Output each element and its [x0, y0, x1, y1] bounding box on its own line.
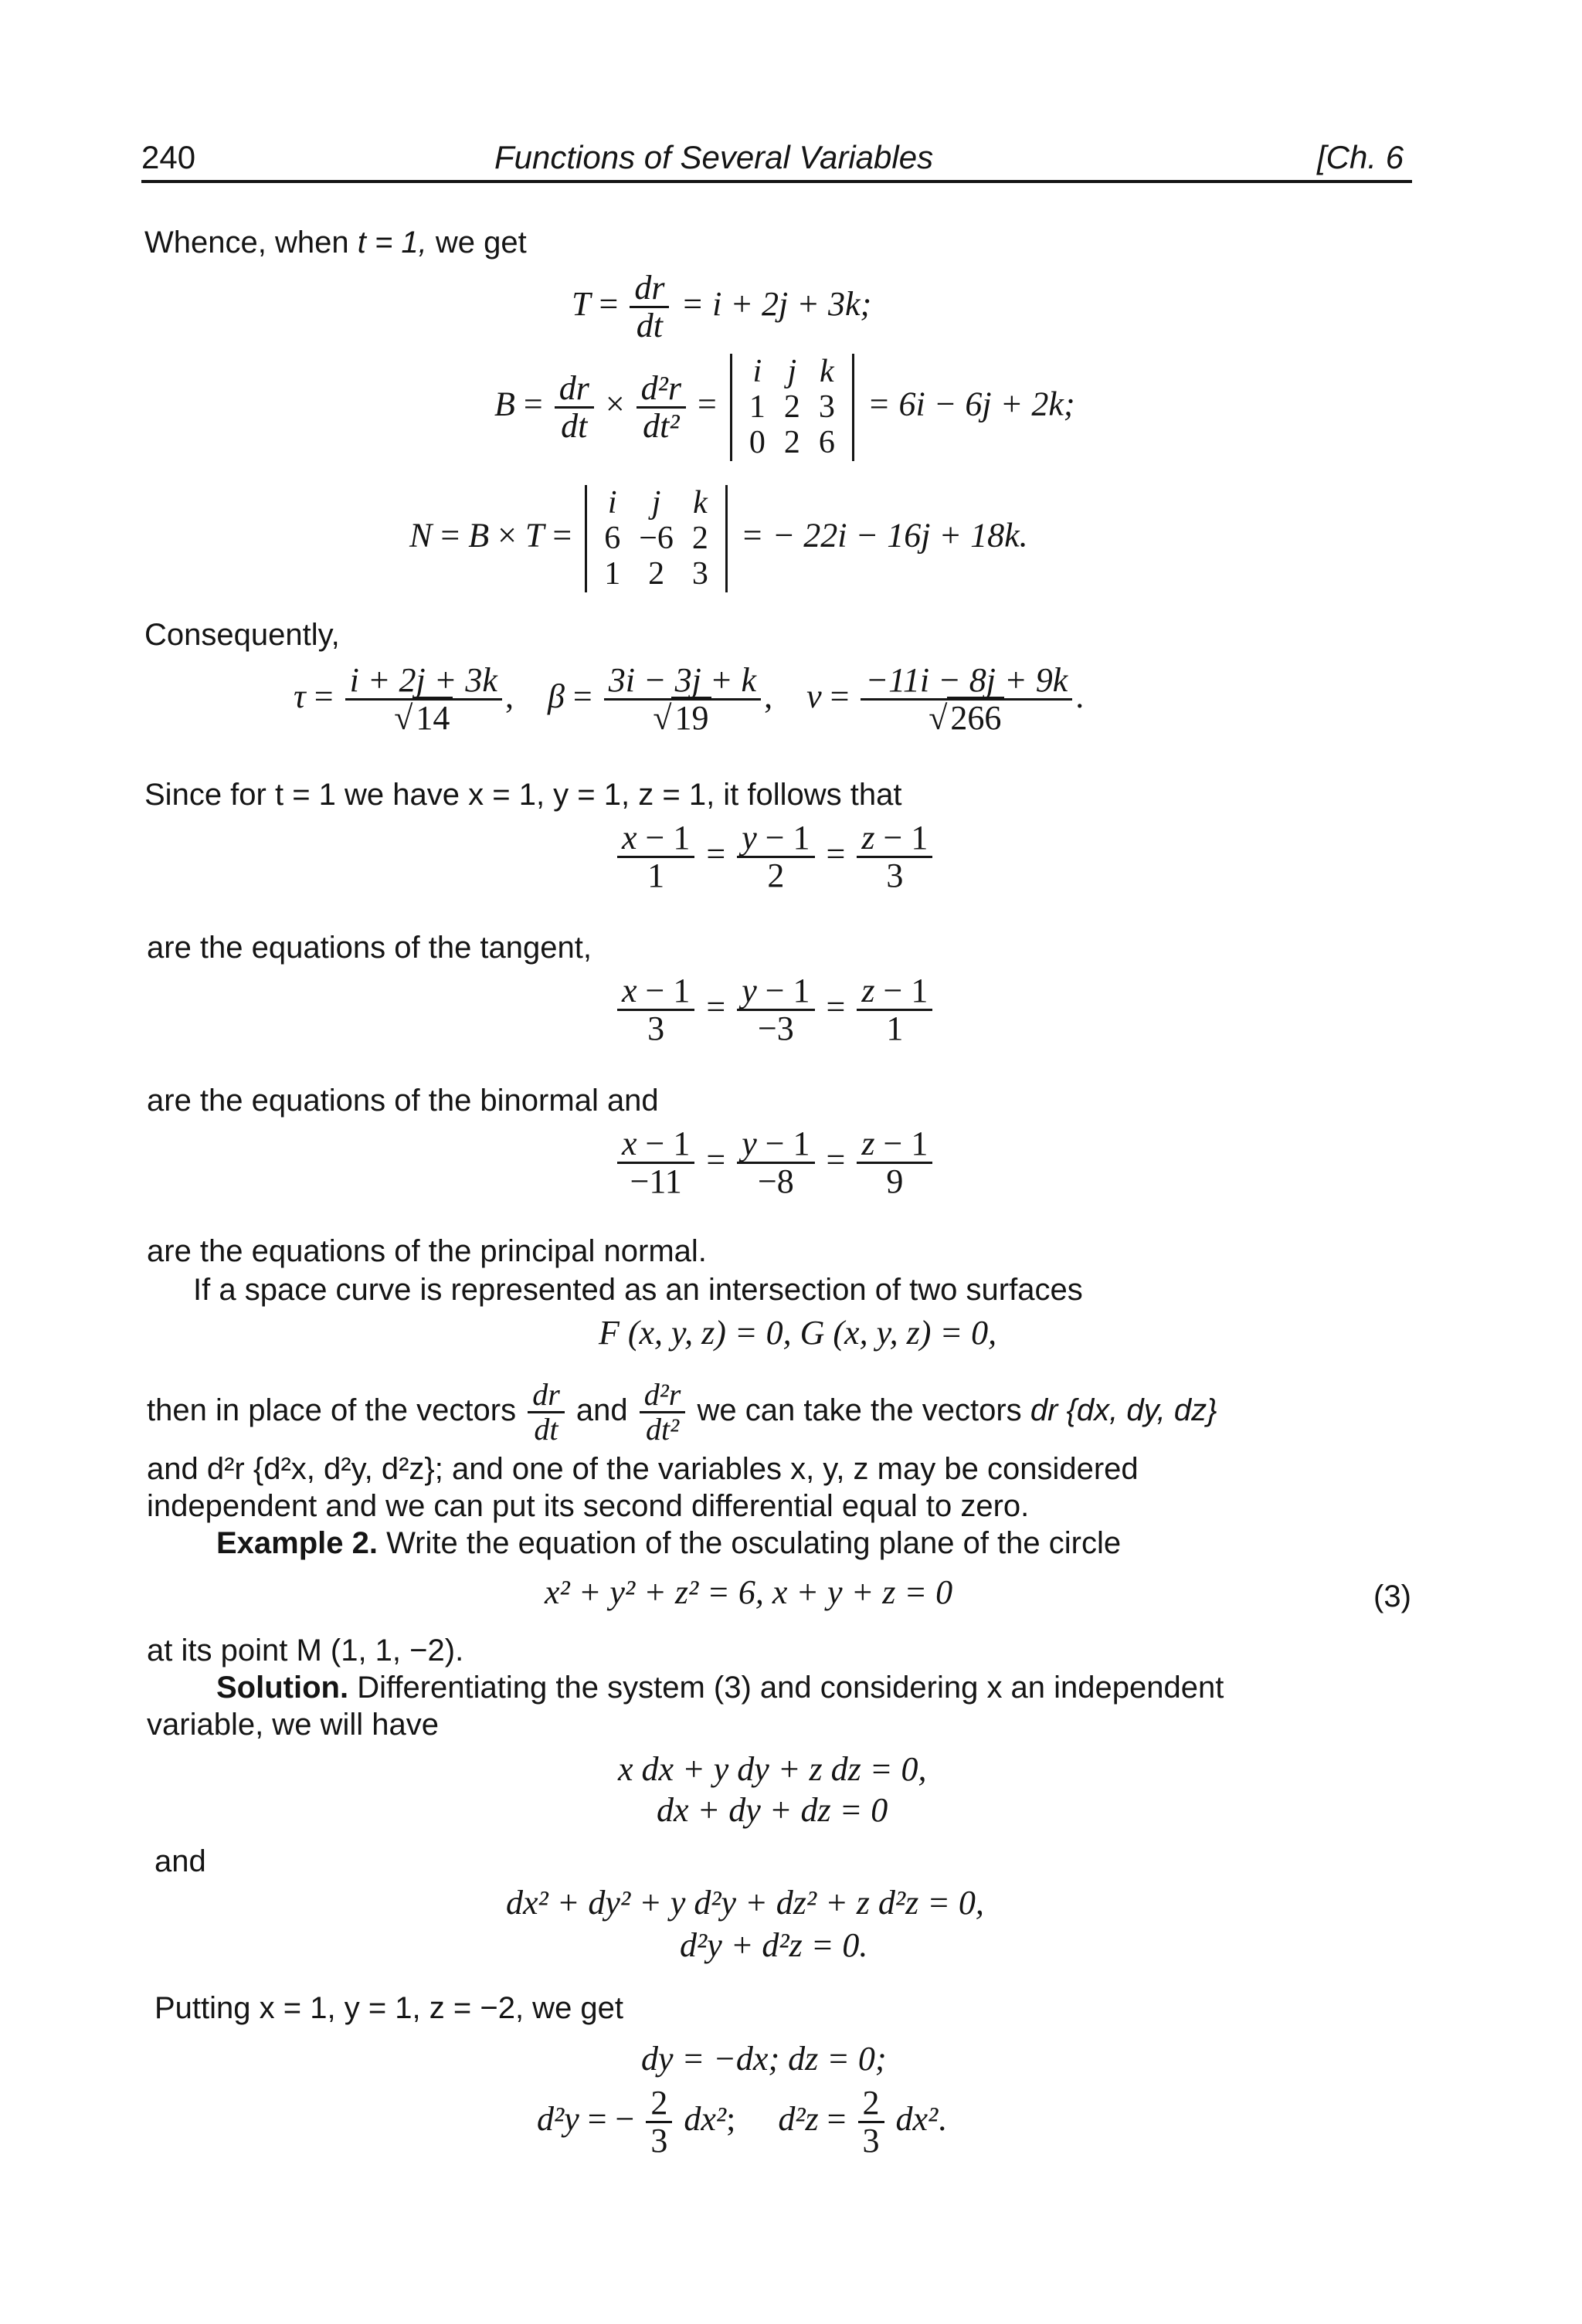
whence-line: Whence, when t = 1, we get	[144, 226, 527, 260]
chapter-label: [Ch. 6	[1317, 139, 1404, 175]
and-word: and	[154, 1844, 206, 1878]
result-line-1: dy = −dx; dz = 0;	[641, 2040, 887, 2078]
principal-normal-equations: $\frac{x - 1}{-11}$ = $\frac{y - 1}{-8}$ = $\frac{z - 1}{9}$	[614, 1126, 935, 1199]
variable-line: variable, we will have	[147, 1708, 439, 1742]
differential-eq-1: x dx + y dy + z dz = 0,	[618, 1750, 927, 1788]
circle-equation: x² + y² + z² = 6, x + y + z = 0	[545, 1573, 953, 1611]
page-number: 240	[141, 139, 196, 175]
determinant-N: i j k 6 −6 2 1 2 3	[585, 485, 728, 592]
equation-number: (3)	[1373, 1579, 1411, 1613]
determinant-B: i j k 1 2 3 0 2 6	[730, 354, 854, 461]
differential-eq-2: dx + dy + dz = 0	[657, 1791, 888, 1829]
and-line: and d²r {d²x, d²y, d²z}; and one of the variables x, y, z may be considered	[147, 1452, 1139, 1486]
tangent-equations: $\frac{x - 1}{1}$ = $\frac{y - 1}{2}$ = $\frac{z - 1}{3}$	[614, 820, 935, 894]
equation-B: B = $\frac{dr}{dt}$ × $\frac{\text{d²r}}{\text{dt²}}$ = i j k 1 2 3 0 2 6 = 6i − 6j + 2k;	[494, 354, 1075, 461]
independent-line: independent and we can put its second differential equal to zero.	[147, 1489, 1030, 1523]
since-line: Since for t = 1 we have x = 1, y = 1, z = 1, it follows that	[144, 778, 902, 812]
equation-N: N = B × T = i j k 6 −6 2 1 2 3 = − 22i − 16j + 18k.	[409, 485, 1028, 592]
running-title: Functions of Several Variables	[494, 139, 934, 175]
principal-caption: are the equations of the principal normal.	[147, 1234, 707, 1268]
fraction-dr-dt: $\frac{dr}{dt}$	[630, 270, 669, 344]
space-curve-line: If a space curve is represented as an intersection of two surfaces	[193, 1273, 1083, 1307]
differential-eq-3: dx² + dy² + y d²y + dz² + z d²z = 0,	[506, 1884, 984, 1922]
equation-T: T = $\frac{dr}{dt}$ = i + 2j + 3k;	[572, 269, 872, 345]
tangent-caption: are the equations of the tangent,	[147, 931, 592, 965]
unit-vectors-line: τ = $\frac{i + 2j + 3k}{√14}$ , β = $\frac{3i - 3j + k}{√19}$ , ν = $\frac{-11i - 8j + 9k}{√266}$ .	[294, 661, 1085, 738]
solution-line: Solution. Differentiating the system (3) and considering x an independent	[216, 1671, 1224, 1705]
example-line: Example 2. Write the equation of the osculating plane of the circle	[216, 1526, 1122, 1560]
consequently-label: Consequently,	[144, 618, 340, 652]
surfaces-equation: F (x, y, z) = 0, G (x, y, z) = 0,	[599, 1314, 997, 1352]
binormal-equations: $\frac{x - 1}{3}$ = $\frac{y - 1}{-3}$ = $\frac{z - 1}{1}$	[614, 973, 935, 1047]
binormal-caption: are the equations of the binormal and	[147, 1084, 659, 1118]
header-rule	[141, 180, 1412, 183]
differential-eq-4: d²y + d²z = 0.	[680, 1926, 868, 1964]
putting-line: Putting x = 1, y = 1, z = −2, we get	[154, 1991, 624, 2025]
result-line-2: d²y = − $\frac{2}{3}$ dx²; d²z = $\frac{2}{3}$ dx².	[537, 2084, 947, 2160]
then-line: then in place of the vectors $\frac{dr}{dt}$ and $\frac{\text{d²r}}{\text{dt²}}$ we can take the vectors dr {dx, dy, dz}	[147, 1377, 1217, 1447]
at-point-line: at its point M (1, 1, −2).	[147, 1634, 464, 1668]
